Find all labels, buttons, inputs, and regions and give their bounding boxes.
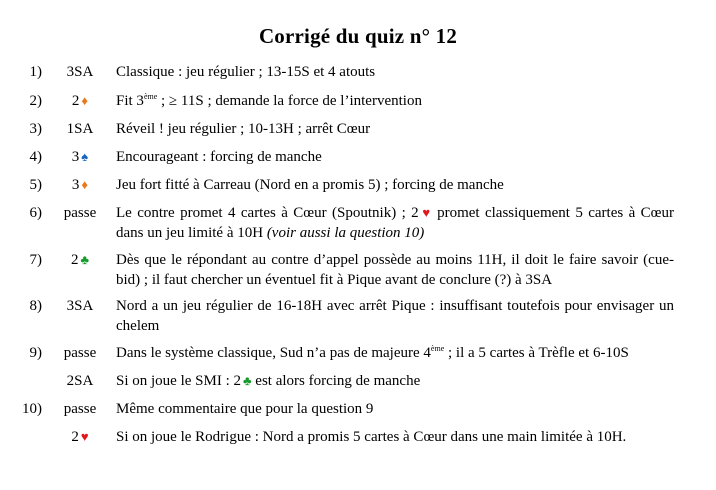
question-number: 7) (29, 252, 42, 268)
explanation-text: Si on joue le Rodrigue : Nord a promis 5 cartes à Cœur dans une main limitée à 10H. (116, 429, 627, 445)
diamond-suit-icon: ♦ (81, 93, 89, 108)
explanation (116, 427, 674, 447)
bid-answer (52, 427, 108, 447)
question-number: 6) (29, 205, 42, 221)
bid-text: passe (63, 401, 97, 417)
explanation (116, 343, 674, 363)
bid-answer (52, 62, 108, 82)
ordinal-superscript: ème (430, 344, 445, 353)
question-number: 2) (29, 93, 42, 109)
bid-answer (52, 175, 108, 195)
bid-answer (52, 296, 108, 316)
explanation-text: Si on joue le SMI : 2 (116, 373, 242, 389)
diamond-suit-icon: ♦ (81, 177, 89, 192)
explanation-text: Même commentaire que pour la question 9 (116, 401, 374, 417)
bid-answer (52, 147, 108, 167)
spade-suit-icon: ♠ (81, 149, 89, 164)
club-suit-icon: ♣ (243, 373, 252, 388)
bid-text: 2 (71, 93, 80, 109)
bid-text: 3 (71, 177, 80, 193)
explanation-text: Réveil ! jeu régulier ; 10-13H ; arrêt Cœur (116, 121, 371, 137)
bid-text: passe (63, 205, 97, 221)
bid-answer (52, 91, 108, 111)
explanation (116, 62, 674, 82)
explanation (116, 250, 674, 290)
explanation-text: ; ≥ 11S ; demande la force de l’intervention (157, 93, 422, 109)
question-number: 1) (29, 64, 42, 80)
explanation-text: Dès que le répondant au contre d’appel possède au moins 11H, il doit le faire savoir (cue-bid) ; il faut chercher un éventuel fit à Pique avant de conclure (?) à 3SA (116, 252, 674, 288)
explanation-text: Nord a un jeu régulier de 16-18H avec arrêt Pique : insuffisant toutefois pour envisager un chelem (116, 298, 674, 334)
explanation-text: Jeu fort fitté à Carreau (Nord en a promis 5) ; forcing de manche (116, 177, 504, 193)
bid-text: 2 (70, 252, 79, 268)
question-number: 10) (22, 401, 42, 417)
explanation-text: promet classiquement 5 cartes à Cœur dans un jeu limité à 10H (116, 205, 674, 241)
bid-text: 1SA (66, 121, 94, 137)
club-suit-icon: ♣ (80, 252, 90, 267)
ordinal-superscript: ème (143, 92, 158, 101)
heart-suit-icon: ♥ (80, 429, 89, 444)
question-number: 4) (29, 149, 42, 165)
cross-reference-note: (voir aussi la question 10) (266, 225, 425, 241)
explanation (116, 203, 674, 243)
bid-answer (52, 250, 108, 270)
question-number: 3) (29, 121, 42, 137)
explanation-text: Classique : jeu régulier ; 13-15S et 4 atouts (116, 64, 376, 80)
explanation-text: Le contre promet 4 cartes à Cœur (Spoutnik) ; 2 (116, 205, 419, 221)
explanation (116, 147, 674, 167)
explanation (116, 175, 674, 195)
bid-text: 3SA (66, 64, 94, 80)
explanation-text: Dans le système classique, Sud n’a pas de majeure 4 (116, 345, 431, 361)
explanation (116, 91, 674, 111)
question-number: 8) (29, 298, 42, 314)
bid-text: 2 (71, 429, 79, 445)
bid-answer (52, 399, 108, 419)
bid-text: 2SA (66, 373, 94, 389)
heart-suit-icon: ♥ (420, 205, 432, 220)
explanation-text: Encourageant : forcing de manche (116, 149, 322, 165)
explanation-text: est alors forcing de manche (251, 373, 421, 389)
explanation-text: Fit 3 (116, 93, 144, 109)
bid-answer (52, 371, 108, 391)
explanation (116, 371, 674, 391)
bid-text: passe (63, 345, 97, 361)
bid-text: 3 (71, 149, 80, 165)
bid-text: 3SA (66, 298, 94, 314)
page-title: Corrigé du quiz n° 12 (258, 24, 458, 48)
question-number: 5) (29, 177, 42, 193)
bid-answer (52, 203, 108, 223)
explanation (116, 399, 674, 419)
bid-answer (52, 343, 108, 363)
explanation (116, 296, 674, 336)
explanation (116, 119, 674, 139)
question-number: 9) (29, 345, 42, 361)
explanation-text: ; il a 5 cartes à Trèfle et 6-10S (444, 345, 629, 361)
bid-answer (52, 119, 108, 139)
